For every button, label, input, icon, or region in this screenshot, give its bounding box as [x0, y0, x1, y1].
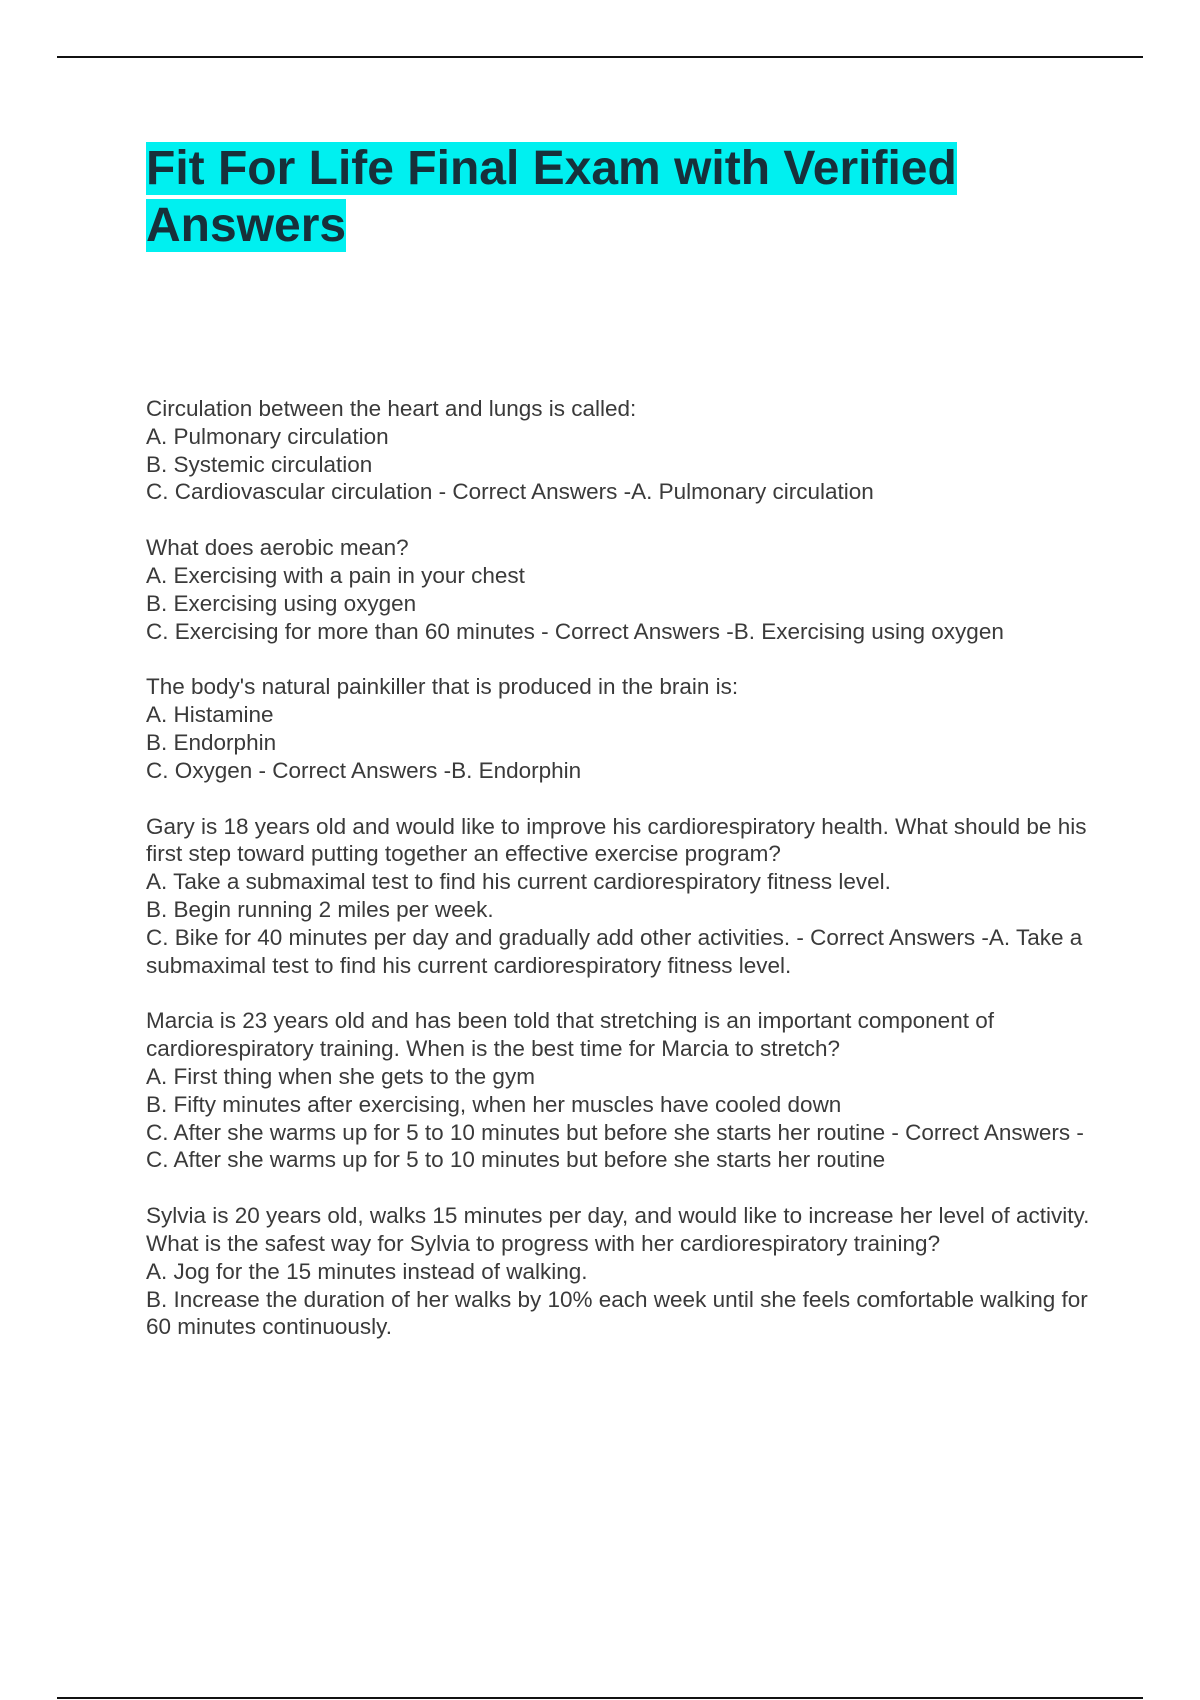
answer-option: B. Endorphin	[146, 729, 277, 755]
answer-option: C. Bike for 40 minutes per day and gradually add other activities. - Correct Answers -A. Take a submaximal test to find his current cardiorespiratory fitness level.	[146, 924, 1083, 978]
question-list	[146, 395, 1096, 1341]
question-text: What does aerobic mean?	[146, 535, 409, 561]
answer-option: B. Begin running 2 miles per week.	[146, 896, 494, 922]
header-rule	[57, 56, 1143, 58]
answer-option: A. Take a submaximal test to find his current cardiorespiratory fitness level.	[146, 869, 891, 895]
answer-option: A. First thing when she gets to the gym	[146, 1063, 535, 1089]
answer-option: B. Exercising using oxygen	[146, 590, 417, 616]
question-block	[146, 1007, 1096, 1174]
answer-option: A. Pulmonary circulation	[146, 423, 389, 449]
question-block	[146, 813, 1096, 980]
answer-option: A. Histamine	[146, 702, 274, 728]
footer-rule	[57, 1697, 1143, 1699]
question-block	[146, 1202, 1096, 1341]
answer-option: B. Increase the duration of her walks by 10% each week until she feels comfortable walking for 60 minutes continuously.	[146, 1286, 1088, 1340]
answer-option: C. Oxygen - Correct Answers -B. Endorphin	[146, 757, 582, 783]
question-block	[146, 673, 1096, 784]
question-text: Gary is 18 years old and would like to improve his cardiorespiratory health. What should be his first step toward putting together an effective exercise program?	[146, 813, 1087, 867]
answer-option: A. Jog for the 15 minutes instead of walking.	[146, 1258, 588, 1284]
answer-option: A. Exercising with a pain in your chest	[146, 562, 525, 588]
document-title	[146, 140, 1096, 254]
answer-option: C. After she warms up for 5 to 10 minutes but before she starts her routine - Correct Answers -C. After she warms up for 5 to 10 minutes but before she starts her routine	[146, 1119, 1084, 1173]
answer-option: C. Exercising for more than 60 minutes - Correct Answers -B. Exercising using oxygen	[146, 618, 1004, 644]
answer-option: B. Fifty minutes after exercising, when her muscles have cooled down	[146, 1091, 842, 1117]
question-text: Sylvia is 20 years old, walks 15 minutes per day, and would like to increase her level of activity. What is the safest way for Sylvia to progress with her cardiorespiratory training?	[146, 1203, 1090, 1256]
document-body	[146, 140, 1096, 1369]
question-text: Marcia is 23 years old and has been told that stretching is an important component of cardiorespiratory training. When is the best time for Marcia to stretch?	[146, 1008, 994, 1062]
answer-option: C. Cardiovascular circulation - Correct Answers -A. Pulmonary circulation	[146, 479, 874, 505]
question-text: The body's natural painkiller that is produced in the brain is:	[146, 674, 739, 700]
title-highlight: Fit For Life Final Exam with Verified Answers	[146, 142, 957, 252]
question-block	[146, 395, 1096, 506]
question-text: Circulation between the heart and lungs is called:	[146, 396, 637, 421]
question-block	[146, 534, 1096, 645]
answer-option: B. Systemic circulation	[146, 451, 373, 477]
